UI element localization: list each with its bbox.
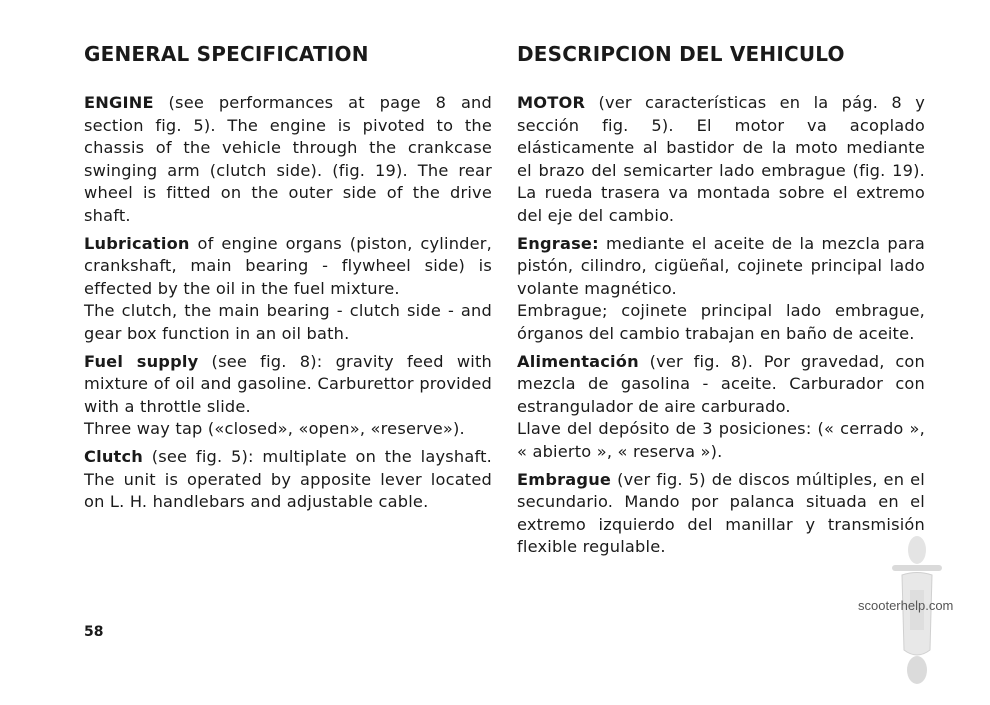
paragraph-text: (see fig. 5): multiplate on the layshaft. The unit is operated by apposite lever located on L. H. handlebars and adjustable cable. (84, 446, 492, 512)
paragraph-text: (ver fig. 8). Por gravedad, con mezcla de gasolina - aceite. Carburador con estrangulador de aire carburado. (517, 351, 925, 416)
embrague-oil-paragraph (517, 300, 925, 345)
paragraph-lead: Fuel supply (84, 351, 199, 371)
paragraph-text: The clutch, the main bearing - clutch side - and gear box function in an oil bath. (84, 301, 492, 343)
left-heading: GENERAL SPECIFICATION (84, 42, 369, 66)
paragraph-text: (see performances at page 8 and section fig. 5). The engine is pivoted to the chassis of the vehicle through the crankcase swinging arm (clutch side). (fig. 19). The rear wheel is fitted on the outer side of the drive shaft. (84, 93, 492, 225)
right-heading: DESCRIPCION DEL VEHICULO (517, 42, 845, 66)
paragraph-lead: Clutch (84, 446, 144, 466)
paragraph-text: (ver fig. 5) de discos múltiples, en el secundario. Mando por palanca situada en el extremo izquierdo del manillar y transmisión flexible regulable. (517, 469, 925, 557)
engrase-paragraph (517, 233, 925, 301)
paragraph-text: Llave del depósito de 3 posiciones: (« cerrado », « abierto », « reserva »). (517, 419, 925, 461)
fuel-supply-paragraph (84, 351, 492, 419)
watermark-text: scooterhelp.com (858, 598, 954, 613)
paragraph-text: Three way tap («closed», «open», «reserve»). (84, 419, 465, 439)
tap-paragraph (84, 418, 492, 441)
paragraph-text: Embrague; cojinete principal lado embrague, órganos del cambio trabajan en baño de aceite. (517, 301, 925, 343)
clutch-oil-paragraph (84, 300, 492, 345)
paragraph-text: (ver características en la pág. 8 y sección fig. 5). El motor va acoplado elásticamente al bastidor de la moto mediante el brazo del semicarter lado embrague (fig. 19). La rueda trasera va montada sobre el extremo del eje del cambio. (517, 93, 925, 225)
paragraph-lead: Alimentación (517, 351, 639, 371)
page-number: 58 (84, 624, 104, 640)
left-column (84, 42, 492, 519)
paragraph-lead: Engrase: (517, 233, 599, 253)
engine-paragraph (84, 92, 492, 228)
motor-paragraph (517, 92, 925, 228)
paragraph-text: of engine organs (piston, cylinder, crankshaft, main bearing - flywheel side) is effected by the oil in the fuel mixture. (84, 233, 492, 298)
paragraph-text: (see fig. 8): gravity feed with mixture of oil and gasoline. Carburettor provided with a throttle slide. (84, 351, 492, 416)
paragraph-lead: Lubrication (84, 233, 190, 253)
alimentacion-paragraph (517, 351, 925, 419)
paragraph-lead: MOTOR (517, 93, 586, 112)
llave-paragraph (517, 418, 925, 463)
lubrication-paragraph (84, 233, 492, 301)
paragraph-text: mediante el aceite de la mezcla para pistón, cilindro, cigüeñal, cojinete principal lado volante magnético. (517, 233, 925, 298)
embrague-paragraph (517, 469, 925, 559)
paragraph-lead: ENGINE (84, 93, 154, 112)
right-column (517, 42, 925, 564)
clutch-paragraph (84, 446, 492, 514)
paragraph-lead: Embrague (517, 469, 612, 489)
